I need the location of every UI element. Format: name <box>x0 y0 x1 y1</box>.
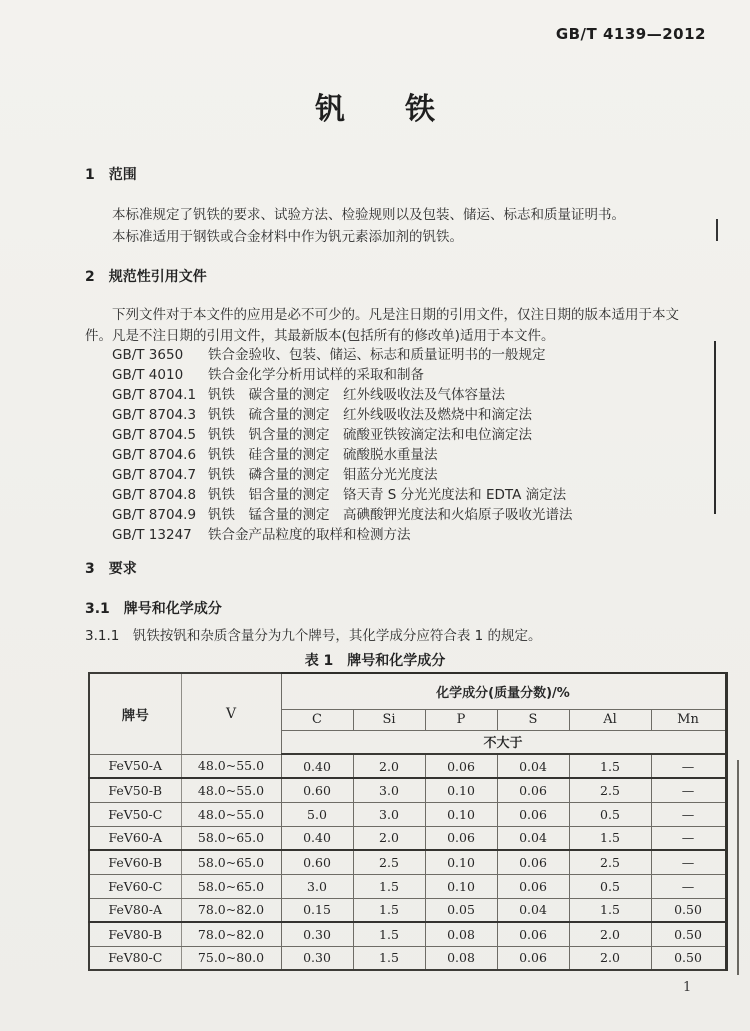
value-cell: 0.06 <box>497 946 569 970</box>
value-cell: 2.0 <box>569 946 651 970</box>
value-cell: 2.5 <box>569 778 651 802</box>
value-cell: 0.06 <box>497 850 569 874</box>
value-cell: 0.50 <box>651 922 726 946</box>
scope-paragraph-1: 本标准规定了钒铁的要求、试验方法、检验规则以及包装、储运、标志和质量证明书。 <box>112 207 625 223</box>
value-cell: 75.0~80.0 <box>181 946 281 970</box>
value-cell: 0.10 <box>425 850 497 874</box>
value-cell: 0.06 <box>497 874 569 898</box>
reference-title: 铁合金验收、包装、储运、标志和质量证明书的一般规定 <box>208 347 546 363</box>
value-cell: 0.08 <box>425 946 497 970</box>
brand-cell: FeV50-C <box>89 802 181 826</box>
reference-title: 钒铁 硅含量的测定 硫酸脱水重量法 <box>208 447 438 463</box>
value-cell: 48.0~55.0 <box>181 754 281 778</box>
normative-refs-intro-line-2: 件。凡是不注日期的引用文件，其最新版本(包括所有的修改单)适用于本文件。 <box>85 328 555 344</box>
value-cell: 0.5 <box>569 802 651 826</box>
reference-code: GB/T 8704.9 <box>112 507 197 523</box>
brand-cell: FeV80-A <box>89 898 181 922</box>
element-header-cell: P <box>425 709 497 730</box>
reference-code: GB/T 8704.3 <box>112 407 197 423</box>
vanadium-header-cell: V <box>181 673 281 754</box>
reference-code: GB/T 8704.1 <box>112 387 197 403</box>
value-cell: 58.0~65.0 <box>181 826 281 850</box>
element-header-cell: Si <box>353 709 425 730</box>
normative-refs-intro-line-1: 下列文件对于本文件的应用是必不可少的。凡是注日期的引用文件，仅注日期的版本适用于本文 <box>112 307 679 323</box>
table-row <box>89 826 726 850</box>
value-cell: 58.0~65.0 <box>181 850 281 874</box>
reference-item <box>112 505 573 525</box>
value-cell: 2.0 <box>353 826 425 850</box>
scan-artifact-line <box>737 760 739 975</box>
brand-cell: FeV80-C <box>89 946 181 970</box>
brand-cell: FeV50-A <box>89 754 181 778</box>
reference-item <box>112 425 573 445</box>
value-cell: 0.30 <box>281 922 353 946</box>
table-1-container <box>88 672 728 971</box>
brand-cell: FeV60-B <box>89 850 181 874</box>
value-cell: 0.50 <box>651 898 726 922</box>
value-cell: 0.06 <box>497 922 569 946</box>
reference-item <box>112 365 573 385</box>
value-cell: — <box>651 802 726 826</box>
reference-title: 钒铁 铝含量的测定 铬天青 S 分光光度法和 EDTA 滴定法 <box>208 487 567 503</box>
reference-code: GB/T 8704.5 <box>112 427 197 443</box>
value-cell: 0.15 <box>281 898 353 922</box>
value-cell: 2.0 <box>569 922 651 946</box>
reference-title: 钒铁 锰含量的测定 高碘酸钾光度法和火焰原子吸收光谱法 <box>208 507 573 523</box>
value-cell: 0.06 <box>497 778 569 802</box>
table-row <box>89 754 726 778</box>
reference-code: GB/T 13247 <box>112 527 192 543</box>
value-cell: 0.10 <box>425 874 497 898</box>
reference-code: GB/T 8704.8 <box>112 487 197 503</box>
brand-cell: FeV80-B <box>89 922 181 946</box>
reference-title: 铁合金化学分析用试样的采取和制备 <box>208 367 424 383</box>
reference-item <box>112 525 573 545</box>
value-cell: 0.40 <box>281 754 353 778</box>
brand-cell: FeV60-C <box>89 874 181 898</box>
reference-item <box>112 405 573 425</box>
document-title: 钒 铁 <box>315 92 435 127</box>
not-greater-than-label: 不大于 <box>281 730 726 754</box>
value-cell: 78.0~82.0 <box>181 898 281 922</box>
reference-title: 钒铁 碳含量的测定 红外线吸收法及气体容量法 <box>208 387 505 403</box>
table-1-grade-chemical-composition <box>88 672 728 971</box>
value-cell: 48.0~55.0 <box>181 802 281 826</box>
section-3-heading: 3 要求 <box>85 561 137 577</box>
brand-cell: FeV60-A <box>89 826 181 850</box>
reference-title: 钒铁 硫含量的测定 红外线吸收法及燃烧中和滴定法 <box>208 407 532 423</box>
value-cell: — <box>651 754 726 778</box>
composition-group-header: 化学成分(质量分数)/% <box>281 673 726 709</box>
value-cell: 0.04 <box>497 754 569 778</box>
table-row <box>89 922 726 946</box>
value-cell: 1.5 <box>569 826 651 850</box>
value-cell: 0.06 <box>497 802 569 826</box>
reference-code: GB/T 8704.7 <box>112 467 197 483</box>
scan-artifact-line <box>716 219 718 241</box>
clause-3-1-1-text: 3.1.1 钒铁按钒和杂质含量分为九个牌号，其化学成分应符合表 1 的规定。 <box>85 628 542 644</box>
table-header-row-group <box>89 673 726 709</box>
normative-references-list <box>112 345 573 545</box>
value-cell: 3.0 <box>281 874 353 898</box>
value-cell: 2.0 <box>353 754 425 778</box>
value-cell: 0.06 <box>425 754 497 778</box>
value-cell: 0.40 <box>281 826 353 850</box>
reference-code: GB/T 8704.6 <box>112 447 197 463</box>
value-cell: 1.5 <box>353 874 425 898</box>
reference-code: GB/T 3650 <box>112 347 184 363</box>
element-header-cell: Mn <box>651 709 726 730</box>
value-cell: 2.5 <box>569 850 651 874</box>
value-cell: — <box>651 874 726 898</box>
table-row <box>89 850 726 874</box>
element-header-cell: S <box>497 709 569 730</box>
scan-artifact-line <box>714 341 716 514</box>
reference-title: 钒铁 磷含量的测定 钼蓝分光光度法 <box>208 467 438 483</box>
value-cell: — <box>651 778 726 802</box>
standard-code: GB/T 4139—2012 <box>555 25 706 43</box>
element-header-cell: Al <box>569 709 651 730</box>
scope-paragraph-2: 本标准适用于钢铁或合金材料中作为钒元素添加剂的钒铁。 <box>112 229 463 245</box>
value-cell: 0.50 <box>651 946 726 970</box>
value-cell: 0.06 <box>425 826 497 850</box>
table-1-caption: 表 1 牌号和化学成分 <box>304 653 446 669</box>
table-row <box>89 946 726 970</box>
table-row <box>89 778 726 802</box>
reference-item <box>112 465 573 485</box>
value-cell: — <box>651 826 726 850</box>
value-cell: 0.08 <box>425 922 497 946</box>
value-cell: 1.5 <box>569 754 651 778</box>
value-cell: 3.0 <box>353 778 425 802</box>
value-cell: 48.0~55.0 <box>181 778 281 802</box>
value-cell: 0.30 <box>281 946 353 970</box>
reference-item <box>112 385 573 405</box>
brand-header-cell: 牌号 <box>89 673 181 754</box>
value-cell: 0.60 <box>281 850 353 874</box>
value-cell: 0.5 <box>569 874 651 898</box>
table-row <box>89 898 726 922</box>
value-cell: 2.5 <box>353 850 425 874</box>
value-cell: 0.04 <box>497 826 569 850</box>
reference-title: 钒铁 钒含量的测定 硫酸亚铁铵滴定法和电位滴定法 <box>208 427 532 443</box>
reference-item <box>112 485 573 505</box>
value-cell: 1.5 <box>353 898 425 922</box>
value-cell: 5.0 <box>281 802 353 826</box>
value-cell: 0.60 <box>281 778 353 802</box>
table-row <box>89 802 726 826</box>
value-cell: 0.05 <box>425 898 497 922</box>
value-cell: — <box>651 850 726 874</box>
value-cell: 58.0~65.0 <box>181 874 281 898</box>
reference-code: GB/T 4010 <box>112 367 184 383</box>
value-cell: 0.10 <box>425 802 497 826</box>
value-cell: 1.5 <box>353 922 425 946</box>
table-row <box>89 874 726 898</box>
value-cell: 0.04 <box>497 898 569 922</box>
value-cell: 1.5 <box>353 946 425 970</box>
element-header-cell: C <box>281 709 353 730</box>
section-2-heading: 2 规范性引用文件 <box>85 269 207 285</box>
section-3-1-heading: 3.1 牌号和化学成分 <box>85 601 222 617</box>
section-1-heading: 1 范围 <box>85 167 137 183</box>
value-cell: 0.10 <box>425 778 497 802</box>
reference-item <box>112 445 573 465</box>
value-cell: 3.0 <box>353 802 425 826</box>
page-number: 1 <box>683 980 692 995</box>
value-cell: 1.5 <box>569 898 651 922</box>
value-cell: 78.0~82.0 <box>181 922 281 946</box>
reference-title: 铁合金产品粒度的取样和检测方法 <box>208 527 411 543</box>
brand-cell: FeV50-B <box>89 778 181 802</box>
reference-item <box>112 345 573 365</box>
